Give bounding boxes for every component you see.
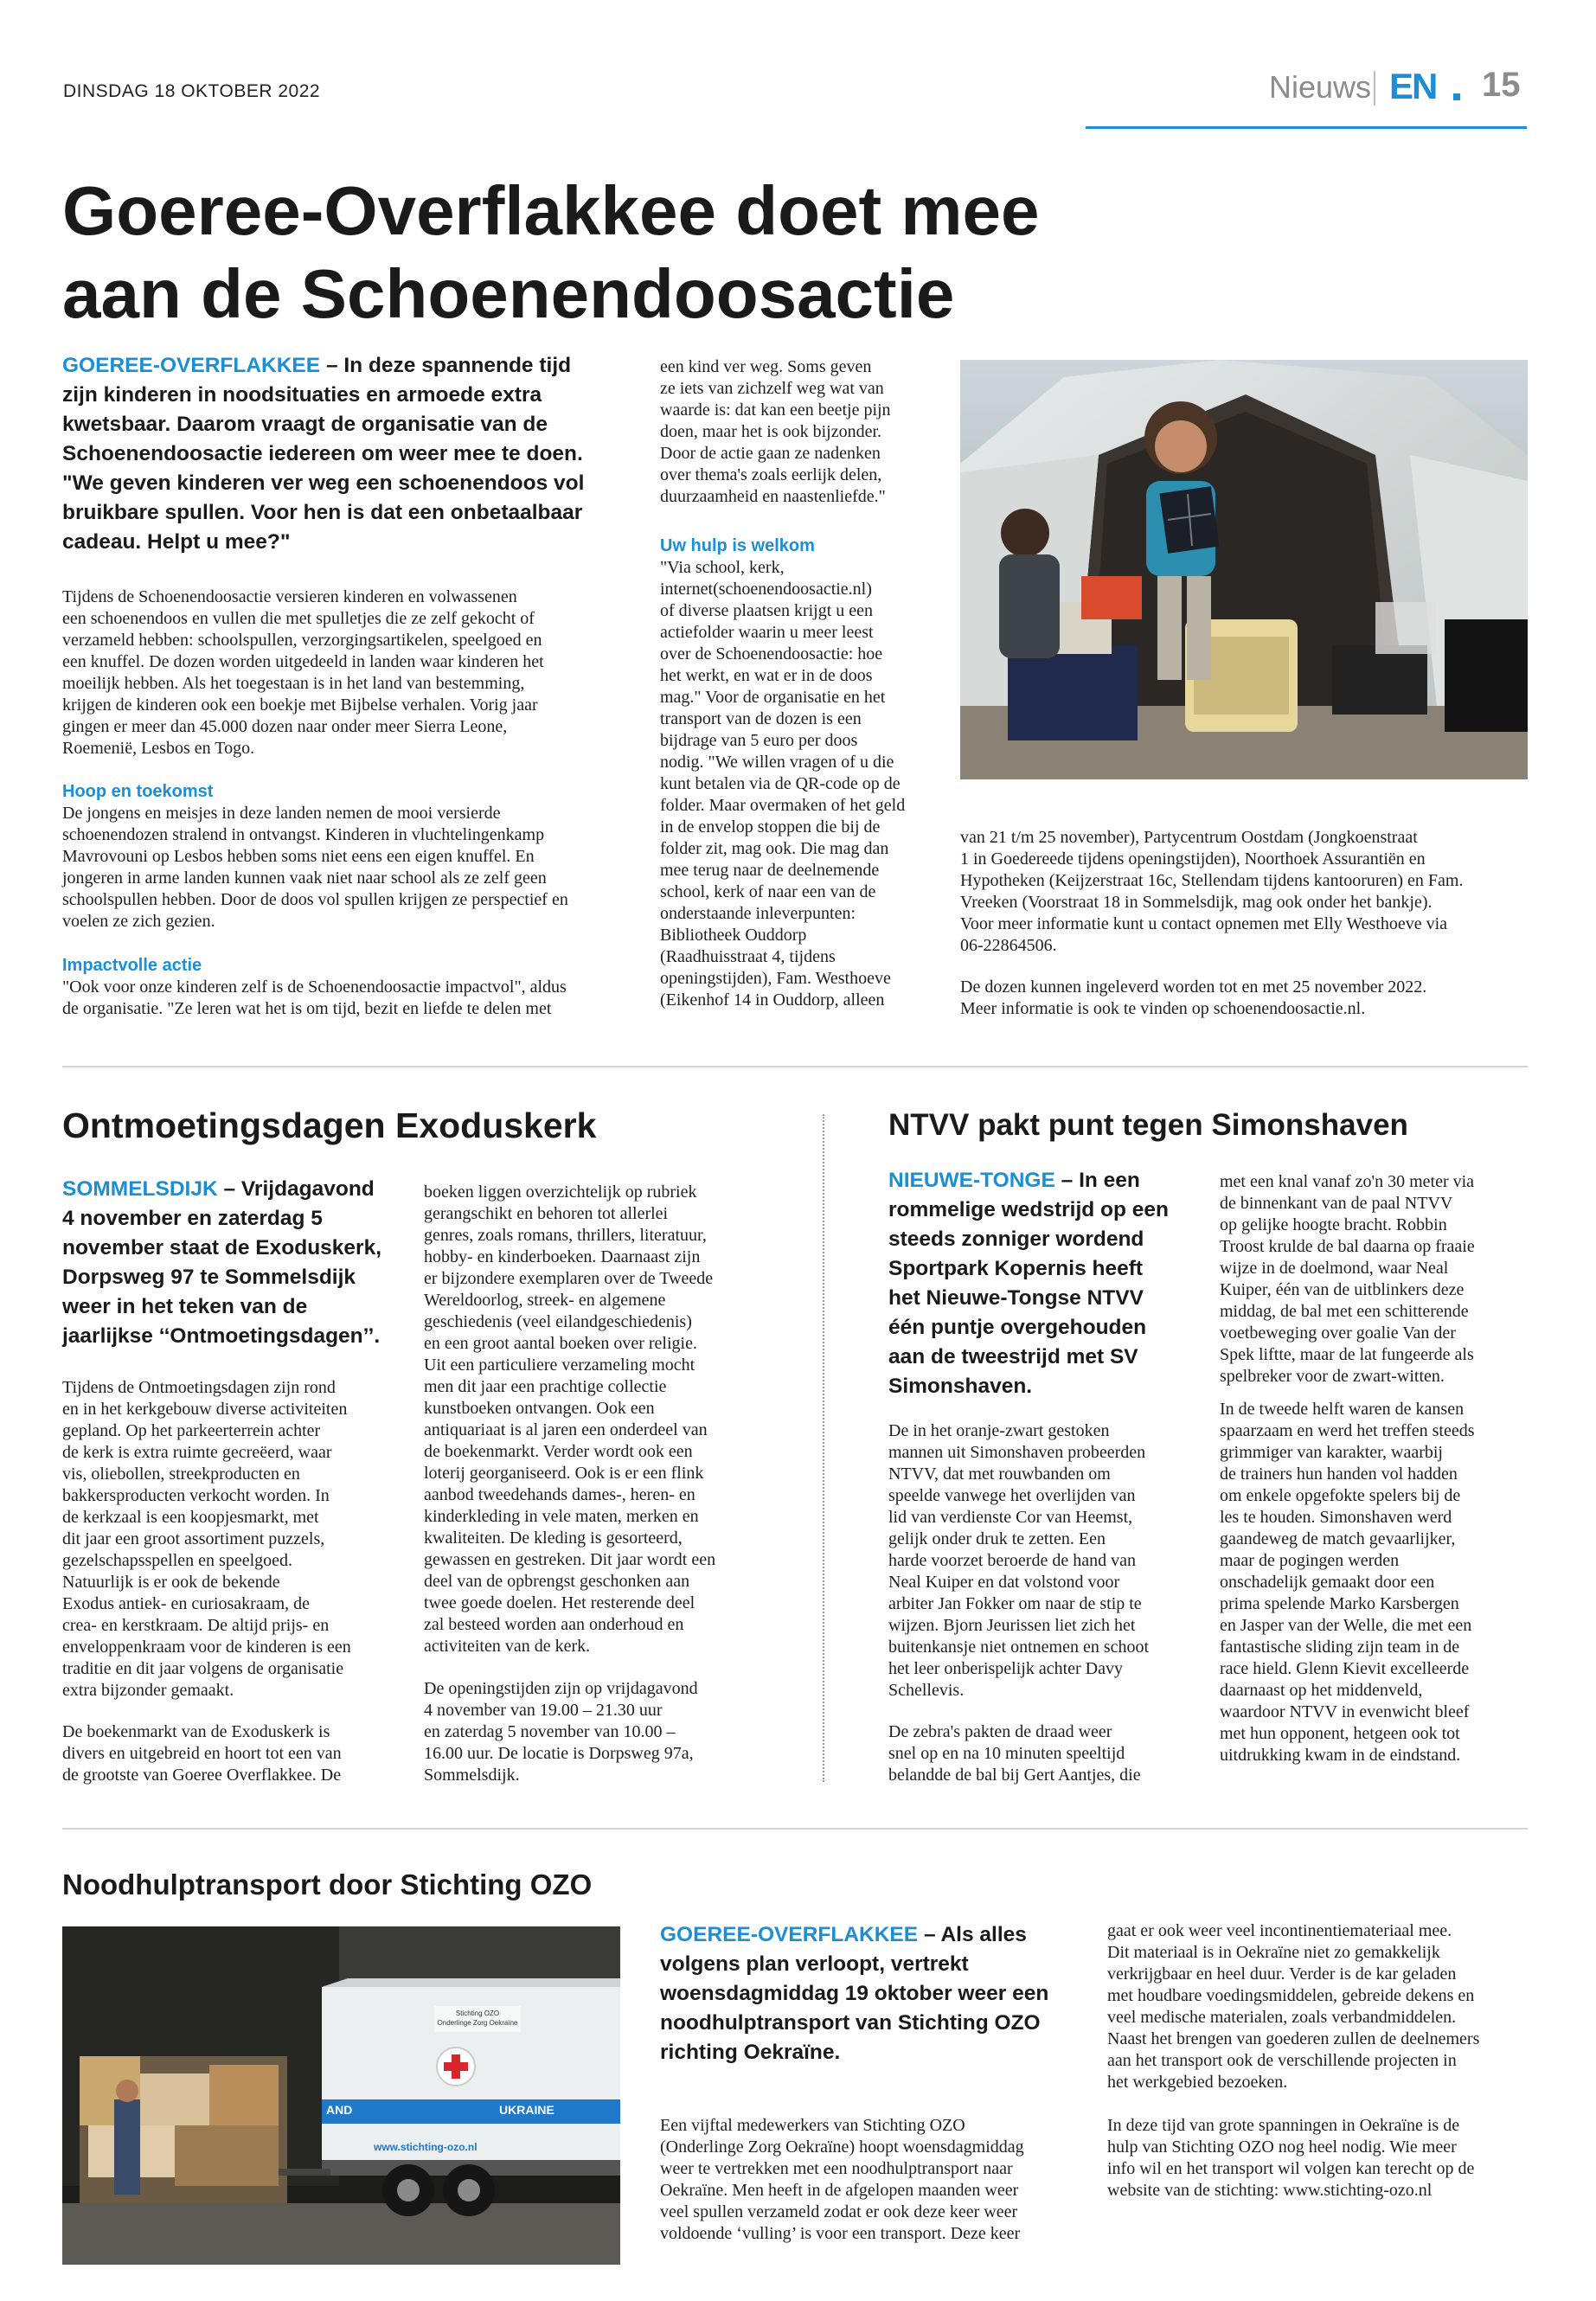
article4-lead-text: richting Oekraïne.	[660, 2041, 841, 2064]
article3-lead-text: steeds zonniger wordend	[888, 1227, 1144, 1251]
article1-paragraph-3	[62, 977, 638, 1020]
text-line: Tijdens de Schoenendoosactie versieren kinderen en volwassenen	[62, 587, 517, 606]
text-line: mannen uit Simonshaven probeerden	[888, 1443, 1146, 1462]
text-line: Een vijftal medewerkers van Stichting OZO	[660, 2116, 965, 2135]
text-line: jongeren in arme landen kunnen vaak niet naar school als ze zelf geen	[62, 868, 547, 888]
article1-headline-line1: Goeree-Overflakkee doet mee	[62, 172, 1040, 249]
article2-col1-paragraph-1	[62, 1377, 400, 1702]
article4-col2-paragraph-1	[1107, 1920, 1531, 2093]
text-line: Neal Kuiper en dat volstond voor	[888, 1573, 1120, 1592]
text-line: gelijk onder druk te zetten. Een	[888, 1529, 1106, 1548]
text-line: het werkgebied bezoeken.	[1107, 2073, 1288, 2092]
trailer-word-right: UKRAINE	[499, 2103, 554, 2117]
text-line: spaarzaam en werd het treffen steeds	[1220, 1421, 1475, 1440]
text-line: geschiedenis (veel eilandgeschiedenis)	[424, 1312, 692, 1331]
text-line: vis, oliebollen, streekproducten en	[62, 1465, 300, 1484]
article1-lead-text: kwetsbaar. Daarom vraagt de organisatie van de	[62, 413, 548, 436]
article1-lead-text: bruikbare spullen. Voor hen is dat een onbetaalbaar	[62, 501, 583, 524]
article4-lead	[660, 1920, 1093, 2067]
article4-col2-paragraph-2	[1107, 2115, 1531, 2202]
article4-lead-text: noodhulptransport van Stichting OZO	[660, 2011, 1041, 2035]
article1-col3-paragraph-1	[960, 827, 1531, 957]
text-line: met houdbare voedingsmiddelen, gebreide dekens en	[1107, 1986, 1475, 2005]
header-rule	[1086, 126, 1527, 129]
text-line: Natuurlijk is er ook de bekende	[62, 1573, 280, 1592]
article3-col1-paragraph-1	[888, 1420, 1217, 1702]
article4-lead-text: woensdagmiddag 19 oktober weer een	[660, 1982, 1049, 2005]
text-line: de kerkzaal is een koopjesmarkt, met	[62, 1508, 319, 1527]
text-line: Oekraïne. Men heeft in de afgelopen maanden weer	[660, 2181, 1019, 2200]
text-line: de organisatie. "Ze leren wat het is om tijd, bezit en liefde te delen met	[62, 999, 552, 1018]
article1-lead-text: "We geven kinderen ver weg een schoenendoos vol	[62, 471, 585, 495]
article2-lead-text: weer in het teken van de	[62, 1295, 308, 1318]
text-line: het leer onberispelijk achter Davy	[888, 1659, 1123, 1678]
text-line: arbiter Jan Fokker om naar de stip te	[888, 1594, 1142, 1613]
text-line: gingen er meer dan 45.000 dozen naar onder meer Sierra Leone,	[62, 717, 508, 736]
text-line: belandde de bal bij Gert Aantjes, die	[888, 1766, 1141, 1785]
article1-paragraph-2	[62, 803, 638, 933]
text-line: waardoor NTVV in evenwicht bleef	[1220, 1702, 1470, 1721]
text-line: kinderkleding in vele maten, merken en	[424, 1507, 699, 1526]
text-line: Voor meer informatie kunt u contact opnemen met Elly Westhoeve via	[960, 914, 1448, 933]
text-line: Naast het brengen van goederen zullen de deelnemers	[1107, 2029, 1480, 2048]
text-line: extra bijzonder gemaakt.	[62, 1681, 234, 1700]
text-line: nodig. "We willen vragen of u die	[660, 753, 894, 772]
text-line: krijgen de kinderen ook een boekje met Bijbelse verhalen. Vorig jaar	[62, 695, 538, 715]
article2-lead-text: november staat de Exoduskerk,	[62, 1236, 382, 1259]
article3-lead-text: Simonshaven.	[888, 1375, 1033, 1398]
text-line: kunt betalen via de QR-code op de	[660, 774, 901, 793]
text-line: genres, zoals romans, thrillers, literatuur,	[424, 1226, 707, 1245]
text-line: transport van de dozen is een	[660, 709, 862, 728]
text-line: met een knal vanaf zo'n 30 meter via	[1220, 1172, 1475, 1191]
text-line: De boekenmarkt van de Exoduskerk is	[62, 1722, 330, 1741]
text-line: in de envelop stoppen die bij de	[660, 817, 881, 836]
text-line: Roemenië, Lesbos en Togo.	[62, 739, 255, 758]
text-line: NTVV, dat met rouwbanden om	[888, 1465, 1111, 1484]
text-line: weer te vertrekken met een noodhulptransport naar	[660, 2159, 1013, 2178]
text-line: "Ook voor onze kinderen zelf is de Schoenendoosactie impactvol", aldus	[62, 977, 567, 997]
text-line: prima spelende Marko Karsbergen	[1220, 1594, 1459, 1613]
text-line: en Jasper van der Welle, die met een	[1220, 1616, 1472, 1635]
article1-headline-line2: aan de Schoenendoosactie	[62, 255, 955, 332]
text-line: harde voorzet beroerde de hand van	[888, 1551, 1136, 1570]
text-line: maar de pogingen werden	[1220, 1551, 1400, 1570]
article3-lead-text: het Nieuwe-Tongse NTVV	[888, 1286, 1144, 1310]
text-line: Tijdens de Ontmoetingsdagen zijn rond	[62, 1378, 336, 1397]
text-line: hobby- en kinderboeken. Daarnaast zijn	[424, 1247, 701, 1266]
text-line: de trainers hun handen vol hadden	[1220, 1465, 1458, 1484]
article1-col2-paragraph-1	[660, 356, 945, 508]
text-line: twee goede doelen. Het resterende deel	[424, 1593, 695, 1612]
text-line: spelbreker voor de zwart-witten.	[1220, 1367, 1445, 1386]
header-separator	[1374, 71, 1375, 106]
text-line: Meer informatie is ook te vinden op schoenendoosactie.nl.	[960, 999, 1366, 1018]
text-line: de binnenkant van de paal NTVV	[1220, 1194, 1453, 1213]
text-line: (Eikenhof 14 in Ouddorp, alleen	[660, 990, 885, 1009]
text-line: doen, maar het is ook bijzonder.	[660, 422, 882, 441]
article4-col1-paragraph-1	[660, 2115, 1093, 2245]
text-line: uitdrukking kwam in de eindstand.	[1220, 1746, 1461, 1765]
article1-paragraph-1	[62, 586, 638, 760]
section-label[interactable]: Nieuws	[1269, 69, 1372, 105]
text-line: Door de actie gaan ze nadenken	[660, 444, 881, 463]
article2-col1-paragraph-2	[62, 1721, 400, 1786]
text-line: De in het oranje-zwart gestoken	[888, 1421, 1110, 1440]
article3-lead-text: rommelige wedstrijd op een	[888, 1198, 1170, 1221]
text-line: internet(schoenendoosactie.nl)	[660, 580, 872, 599]
text-line: De jongens en meisjes in deze landen nemen de mooi versierde	[62, 804, 501, 823]
text-line: grimmiger van karakter, waarbij	[1220, 1443, 1443, 1462]
text-line: les te houden. Simonshaven werd	[1220, 1508, 1452, 1527]
text-line: aanbod tweedehands dames-, heren- en	[424, 1485, 695, 1504]
text-line: veel spullen verzameld zodat er ook deze keer weer	[660, 2202, 1018, 2221]
article4-headline: Noodhulptransport door Stichting OZO	[62, 1868, 593, 1900]
logo-dot	[1453, 93, 1460, 100]
text-line: een knuffel. De dozen worden uitgedeeld in landen waar kinderen het	[62, 652, 544, 671]
text-line: gerangschikt en behoren tot allerlei	[424, 1204, 669, 1223]
article3-lead-text: aan de tweestrijd met SV	[888, 1345, 1138, 1368]
text-line: het werkt, en wat er in de doos	[660, 666, 873, 685]
article2-lead-text: 4 november en zaterdag 5	[62, 1207, 323, 1230]
article3-dateline: NIEUWE-TONGE	[888, 1169, 1055, 1192]
text-line: Wereldoorlog, streek- en algemene	[424, 1291, 666, 1310]
text-line: over thema's zoals eerlijk delen,	[660, 465, 882, 484]
text-line: wijze in de doelmond, waar Neal	[1220, 1259, 1449, 1278]
text-line: onderstaande inleverpunten:	[660, 904, 856, 923]
article1-subhead-impact: Impactvolle actie	[62, 956, 202, 975]
article3-col1-paragraph-2	[888, 1721, 1217, 1786]
article2-lead-text: jaarlijkse ‘‘Ontmoetingsdagen’’.	[62, 1324, 381, 1348]
text-line: duurzaamheid en naastenliefde."	[660, 487, 886, 506]
article1-lead-text: cadeau. Helpt u mee?"	[62, 530, 291, 554]
text-line: antiquariaat is al jaren een onderdeel van	[424, 1420, 708, 1439]
text-line: Sommelsdijk.	[424, 1766, 520, 1785]
article1-lead-text: Schoenendoosactie iedereen om weer mee te doen.	[62, 442, 583, 465]
text-line: info wil en het transport wil volgen kan terecht op de	[1107, 2159, 1475, 2178]
article1-col2-paragraph-2	[660, 557, 945, 1011]
trailer-brand-line: Onderlinge Zorg Oekraïne	[437, 2019, 518, 2027]
text-line: 4 november van 19.00 – 21.30 uur	[424, 1701, 663, 1720]
article2-lead	[62, 1175, 408, 1351]
article1-dateline: GOEREE-OVERFLAKKEE	[62, 354, 321, 377]
text-line: gaat er ook weer veel incontinentiemateriaal mee.	[1107, 1921, 1452, 1940]
text-line: Bibliotheek Ouddorp	[660, 926, 807, 945]
text-line: Hypotheken (Keijzerstraat 16c, Stellendam tijdens kantooruren) en Fam.	[960, 871, 1464, 890]
text-line: activiteiten van de kerk.	[424, 1637, 591, 1656]
text-line: actiefolder waarin u meer leest	[660, 623, 874, 642]
text-line: moeilijk hebben. Als het toegestaan is in het land van bestemming,	[62, 674, 525, 693]
article1-lead	[62, 351, 625, 557]
trailer-brand-line: Stichting OZO	[455, 2009, 500, 2017]
trailer-brand-text	[434, 2009, 521, 2028]
text-line: mag." Voor de organisatie en het	[660, 688, 886, 707]
text-line: schoolspullen hebben. Door de doos vol spullen krijgen ze perspectief en	[62, 890, 568, 909]
text-line: wijzen. Bjorn Jeurissen liet zich het	[888, 1616, 1136, 1635]
article1-headline	[62, 170, 1100, 336]
text-line: website van de stichting: www.stichting-ozo.nl	[1107, 2181, 1433, 2200]
text-line: In de tweede helft waren de kansen	[1220, 1400, 1465, 1419]
text-line: mee terug naar de deelnemende	[660, 861, 880, 880]
text-line: Mavrovouni op Lesbos hebben soms niet eens een eigen knuffel. En	[62, 847, 535, 866]
article2-dateline: SOMMELSDIJK	[62, 1177, 218, 1201]
text-line: "Via school, kerk,	[660, 558, 785, 577]
text-line: voelen ze zich gezien.	[62, 912, 215, 931]
article3-lead-text: – In een	[1061, 1169, 1140, 1192]
article3-headline: NTVV pakt punt tegen Simonshaven	[888, 1108, 1408, 1142]
text-line: middag, de bal met een schitterende	[1220, 1302, 1469, 1321]
text-line: verzameld hebben: schoolspullen, verzorgingsartikelen, speelgoed en	[62, 631, 542, 650]
photo-child-tent-illustration	[960, 360, 1528, 779]
column-divider-dotted	[823, 1114, 824, 1782]
text-line: met hun opponent, hetgeen ook tot	[1220, 1724, 1460, 1743]
text-line: enveloppenkraam voor de kinderen is een	[62, 1638, 351, 1657]
issue-date: DINSDAG 18 OKTOBER 2022	[63, 81, 321, 101]
text-line: De openingstijden zijn op vrijdagavond	[424, 1679, 698, 1698]
text-line: van 21 t/m 25 november), Partycentrum Oostdam (Jongkoenstraat	[960, 828, 1418, 847]
text-line: verkrijgbaar en heel duur. Verder is de kar geladen	[1107, 1965, 1457, 1984]
article3-lead-text: Sportpark Kopernis heeft	[888, 1257, 1144, 1280]
text-line: loterij georganiseerd. Ook is er een flink	[424, 1464, 704, 1483]
text-line: hulp van Stichting OZO nog heel nodig. Wie meer	[1107, 2138, 1457, 2157]
text-line: (Onderlinge Zorg Oekraïne) hoopt woensdagmiddag	[660, 2138, 1024, 2157]
text-line: boeken liggen overzichtelijk op rubriek	[424, 1183, 697, 1202]
text-line: voldoende ‘vulling’ is voor een transport. Deze keer	[660, 2224, 1021, 2243]
text-line: en zaterdag 5 november van 10.00 –	[424, 1722, 676, 1741]
text-line: schoenendozen stralend in ontvangst. Kinderen in vluchtelingenkamp	[62, 825, 545, 844]
text-line: crea- en kerstkraam. De altijd prijs- en	[62, 1616, 330, 1635]
text-line: en een groot aantal boeken over religie.	[424, 1334, 697, 1353]
article3-lead-text: één puntje overgehouden	[888, 1316, 1147, 1339]
text-line: zal besteed worden aan onderhoud en	[424, 1615, 684, 1634]
text-line: of diverse plaatsen krijgt u een	[660, 601, 874, 620]
photo-aid-trailer-illustration	[62, 1926, 620, 2265]
page-number: 15	[1482, 66, 1521, 104]
article2-lead-text: – Vrijdagavond	[223, 1177, 375, 1201]
text-line: gezelschapsspellen en speelgoed.	[62, 1551, 293, 1570]
text-line: men dit jaar een prachtige collectie	[424, 1377, 667, 1396]
divider-bottom	[62, 1828, 1528, 1830]
text-line: In deze tijd van grote spanningen in Oekraïne is de	[1107, 2116, 1460, 2135]
text-line: om enkele opgefokte spelers bij de	[1220, 1486, 1461, 1505]
photo-aid-trailer	[62, 1926, 620, 2265]
text-line: veel medische materialen, zoals verbandmiddelen.	[1107, 2008, 1457, 2027]
article2-headline: Ontmoetingsdagen Exoduskerk	[62, 1106, 597, 1145]
text-line: een schoenendoos en vullen die met spulletjes die ze zelf gekocht of	[62, 609, 535, 628]
article2-col2-paragraph-2	[424, 1678, 761, 1786]
divider-top	[62, 1066, 1528, 1067]
text-line: kunstboeken ontvangen. Ook een	[424, 1399, 655, 1418]
text-line: divers en uitgebreid en hoort tot een van	[62, 1744, 342, 1763]
text-line: dit jaar een groot assortiment puzzels,	[62, 1529, 325, 1548]
article1-lead-text: – In deze spannende tijd	[325, 354, 572, 377]
text-line: een kind ver weg. Soms geven	[660, 357, 872, 376]
text-line: er bijzondere exemplaren over de Tweede	[424, 1269, 714, 1288]
text-line: Spek liftte, maar de lat fungeerde als	[1220, 1345, 1474, 1364]
text-line: Troost krulde de bal daarna op fraaie	[1220, 1237, 1475, 1256]
photo-child-tent	[960, 360, 1528, 779]
text-line: Schellevis.	[888, 1681, 965, 1700]
text-line: De dozen kunnen ingeleverd worden tot en met 25 november 2022.	[960, 977, 1427, 997]
text-line: traditie en dit jaar volgens de organisatie	[62, 1659, 344, 1678]
article4-lead-text: – Als alles	[923, 1923, 1027, 1946]
text-line: snel op en na 10 minuten speeltijd	[888, 1744, 1125, 1763]
text-line: race hield. Glenn Kievit excelleerde	[1220, 1659, 1470, 1678]
article4-lead-text: volgens plan verloopt, vertrekt	[660, 1952, 969, 1976]
article3-col2-paragraph-2	[1220, 1399, 1531, 1766]
text-line: speelde vanwege het overlijden van	[888, 1486, 1136, 1505]
text-line: fantastische sliding zijn team in de	[1220, 1638, 1460, 1657]
text-line: folder. Maar overmaken of het geld	[660, 796, 906, 815]
text-line: en in het kerkgebouw diverse activiteiten	[62, 1400, 348, 1419]
article3-lead	[888, 1166, 1217, 1401]
text-line: voetbeweging over goalie Van der	[1220, 1324, 1456, 1343]
text-line: 16.00 uur. De locatie is Dorpsweg 97a,	[424, 1744, 694, 1763]
article1-subhead-hulp: Uw hulp is welkom	[660, 536, 815, 555]
text-line: 06-22864506.	[960, 936, 1057, 955]
text-line: lid van verdienste Cor van Heemst,	[888, 1508, 1133, 1527]
text-line: Uit een particuliere verzameling mocht	[424, 1356, 695, 1375]
text-line: bijdrage van 5 euro per doos	[660, 731, 858, 750]
article4-dateline: GOEREE-OVERFLAKKEE	[660, 1923, 919, 1946]
article2-lead-text: Dorpsweg 97 te Sommelsdijk	[62, 1266, 356, 1289]
text-line: aan het transport ook de verschillende projecten in	[1107, 2051, 1457, 2070]
newspaper-logo[interactable]: EN	[1389, 66, 1437, 106]
text-line: 1 in Goedereede tijdens openingstijden), Noorthoek Assurantiën en	[960, 849, 1426, 868]
article1-col3-paragraph-2	[960, 977, 1531, 1020]
text-line: openingstijden), Fam. Westhoeve	[660, 969, 891, 988]
text-line: gepland. Op het parkeerterrein achter	[62, 1421, 321, 1440]
text-line: waarde is: dat kan een beetje pijn	[660, 401, 891, 420]
text-line: De zebra's pakten de draad weer	[888, 1722, 1112, 1741]
text-line: de kerk is extra ruimte gecreëerd, waar	[62, 1443, 332, 1462]
article3-col2-paragraph-1	[1220, 1171, 1531, 1388]
text-line: ze iets van zichzelf weg wat van	[660, 379, 884, 398]
text-line: (Raadhuisstraat 4, tijdens	[660, 947, 836, 966]
text-line: folder zit, mag ook. Die mag dan	[660, 839, 889, 858]
text-line: gewassen en gestreken. Dit jaar wordt een	[424, 1550, 716, 1569]
text-line: kwaliteiten. De kleding is gesorteerd,	[424, 1529, 683, 1548]
text-line: de grootste van Goeree Overflakkee. De	[62, 1766, 342, 1785]
text-line: de boekenmarkt. Verder wordt ook een	[424, 1442, 693, 1461]
text-line: bakkersproducten verkocht worden. In	[62, 1486, 330, 1505]
text-line: deel van de opbrengst geschonken aan	[424, 1572, 690, 1591]
text-line: op gelijke hoogte bracht. Robbin	[1220, 1215, 1447, 1234]
text-line: over de Schoenendoosactie: hoe	[660, 644, 883, 663]
text-line: daarnaast op het middenveld,	[1220, 1681, 1423, 1700]
text-line: Exodus antiek- en curiosakraam, de	[62, 1594, 311, 1613]
text-line: gaandeweg de match gevaarlijker,	[1220, 1529, 1456, 1548]
text-line: buitenkansje niet ontnemen en schoot	[888, 1638, 1150, 1657]
text-line: Kuiper, één van de uitblinkers deze	[1220, 1280, 1465, 1299]
text-line: Vreeken (Voorstraat 18 in Sommelsdijk, mag ook onder het bankje).	[960, 893, 1433, 912]
article1-subhead-hoop: Hoop en toekomst	[62, 782, 214, 801]
trailer-word-left: AND	[326, 2103, 353, 2117]
article2-col2-paragraph-1	[424, 1182, 761, 1657]
text-line: school, kerk of naar een van de	[660, 882, 876, 901]
trailer-website: www.stichting-ozo.nl	[374, 2141, 478, 2153]
text-line: Dit materiaal is in Oekraïne niet zo gemakkelijk	[1107, 1943, 1440, 1962]
text-line: onschadelijk gemaakt door een	[1220, 1573, 1435, 1592]
article1-lead-text: zijn kinderen in noodsituaties en armoede extra	[62, 383, 542, 407]
